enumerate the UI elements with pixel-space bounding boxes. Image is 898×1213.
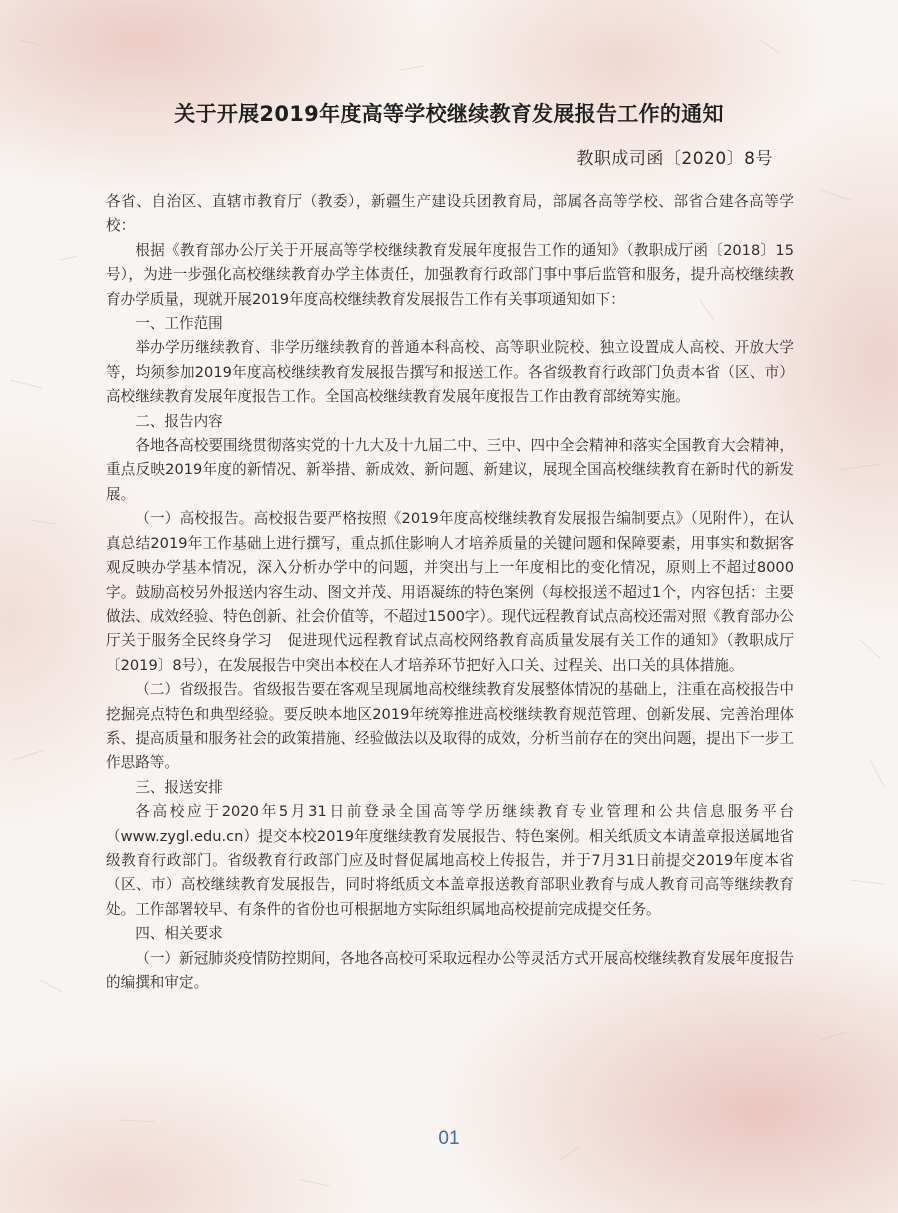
paragraph-provincial-report: （二）省级报告。省级报告要在客观呈现属地高校继续教育发展整体情况的基础上，注重在高校报告中挖掘亮点特色和典型经验。要反映本地区2019年统筹推进高校继续教育规范管理、创新发展、完善治理体系、提高质量和服务社会的政策措施、经验做法以及取得的成效，分析当前存在的突出问题，提出下一步工作思路等。	[106, 681, 794, 772]
page-number: 01	[438, 1128, 460, 1149]
section-heading-requirements: 四、相关要求	[135, 925, 223, 943]
paragraph-requirements-1: （一）新冠肺炎疫情防控期间，各地各高校可采取远程办公等灵活方式开展高校继续教育发展年度报告的编撰和审定。	[106, 949, 794, 991]
paragraph-scope: 举办学历继续教育、非学历继续教育的普通本科高校、高等职业院校、独立设置成人高校、开放大学等，均须参加2019年度高校继续教育发展报告撰写和报送工作。各省级教育行政部门负责本省（区、市）高校继续教育发展年度报告工作。全国高校继续教育发展年度报告工作由教育部统筹实施。	[106, 339, 794, 406]
document-number: 教职成司函〔2020〕8号	[576, 149, 773, 169]
paragraph-intro: 根据《教育部办公厅关于开展高等学校继续教育发展年度报告工作的通知》（教职成厅函〔2018〕15号），为进一步强化高校继续教育办学主体责任，加强教育行政部门事中事后监管和服务，提升高校继续教育办学质量，现就开展2019年度高校继续教育发展报告工作有关事项通知如下：	[106, 241, 794, 308]
paragraph-university-report: （一）高校报告。高校报告要严格按照《2019年度高校继续教育发展报告编制要点》（见附件），在认真总结2019年工作基础上进行撰写，重点抓住影响人才培养质量的关键问题和保障要素，用事实和数据客观反映办学基本情况，深入分析办学中的问题，并突出与上一年度相比的变化情况，原则上不超过8000字。鼓励高校另外报送内容生动、图文并茂、用语凝练的特色案例（每校报送不超过1个，内容包括：主要做法、成效经验、特色创新、社会价值等，不超过1500字）。现代远程教育试点高校还需对照《教育部办公厅关于服务全民终身学习 促进现代远程教育试点高校网络教育高质量发展有关工作的通知》（教职成厅〔2019〕8号），在发展报告中突出本校在人才培养环节把好入口关、过程关、出口关的具体措施。	[106, 510, 794, 674]
paragraph-submission: 各高校应于2020年5月31日前登录全国高等学历继续教育专业管理和公共信息服务平台（www.zygl.edu.cn）提交本校2019年度继续教育发展报告、特色案例。相关纸质文本请盖章报送属地省级教育行政部门。省级教育行政部门应及时督促属地高校上传报告，并于7月31日前提交2019年度本省（区、市）高校继续教育发展报告，同时将纸质文本盖章报送教育部职业教育与成人教育司高等继续教育处。工作部署较早、有条件的省份也可根据地方实际组织属地高校提前完成提交任务。	[106, 803, 794, 918]
document-body	[106, 190, 794, 995]
paragraph-content: 各地各高校要围绕贯彻落实党的十九大及十九届二中、三中、四中全会精神和落实全国教育大会精神，重点反映2019年度的新情况、新举措、新成效、新问题、新建议，展现全国高校继续教育在新时代的新发展。	[106, 437, 794, 503]
paragraph-addressees: 各省、自治区、直辖市教育厅（教委），新疆生产建设兵团教育局，部属各高等学校、部省合建各高等学校：	[106, 193, 794, 235]
section-heading-submission: 三、报送安排	[135, 778, 223, 796]
section-heading-content: 二、报告内容	[135, 412, 223, 430]
document-title: 关于开展2019年度高等学校继续教育发展报告工作的通知	[174, 102, 724, 126]
section-heading-scope: 一、工作范围	[135, 315, 223, 333]
